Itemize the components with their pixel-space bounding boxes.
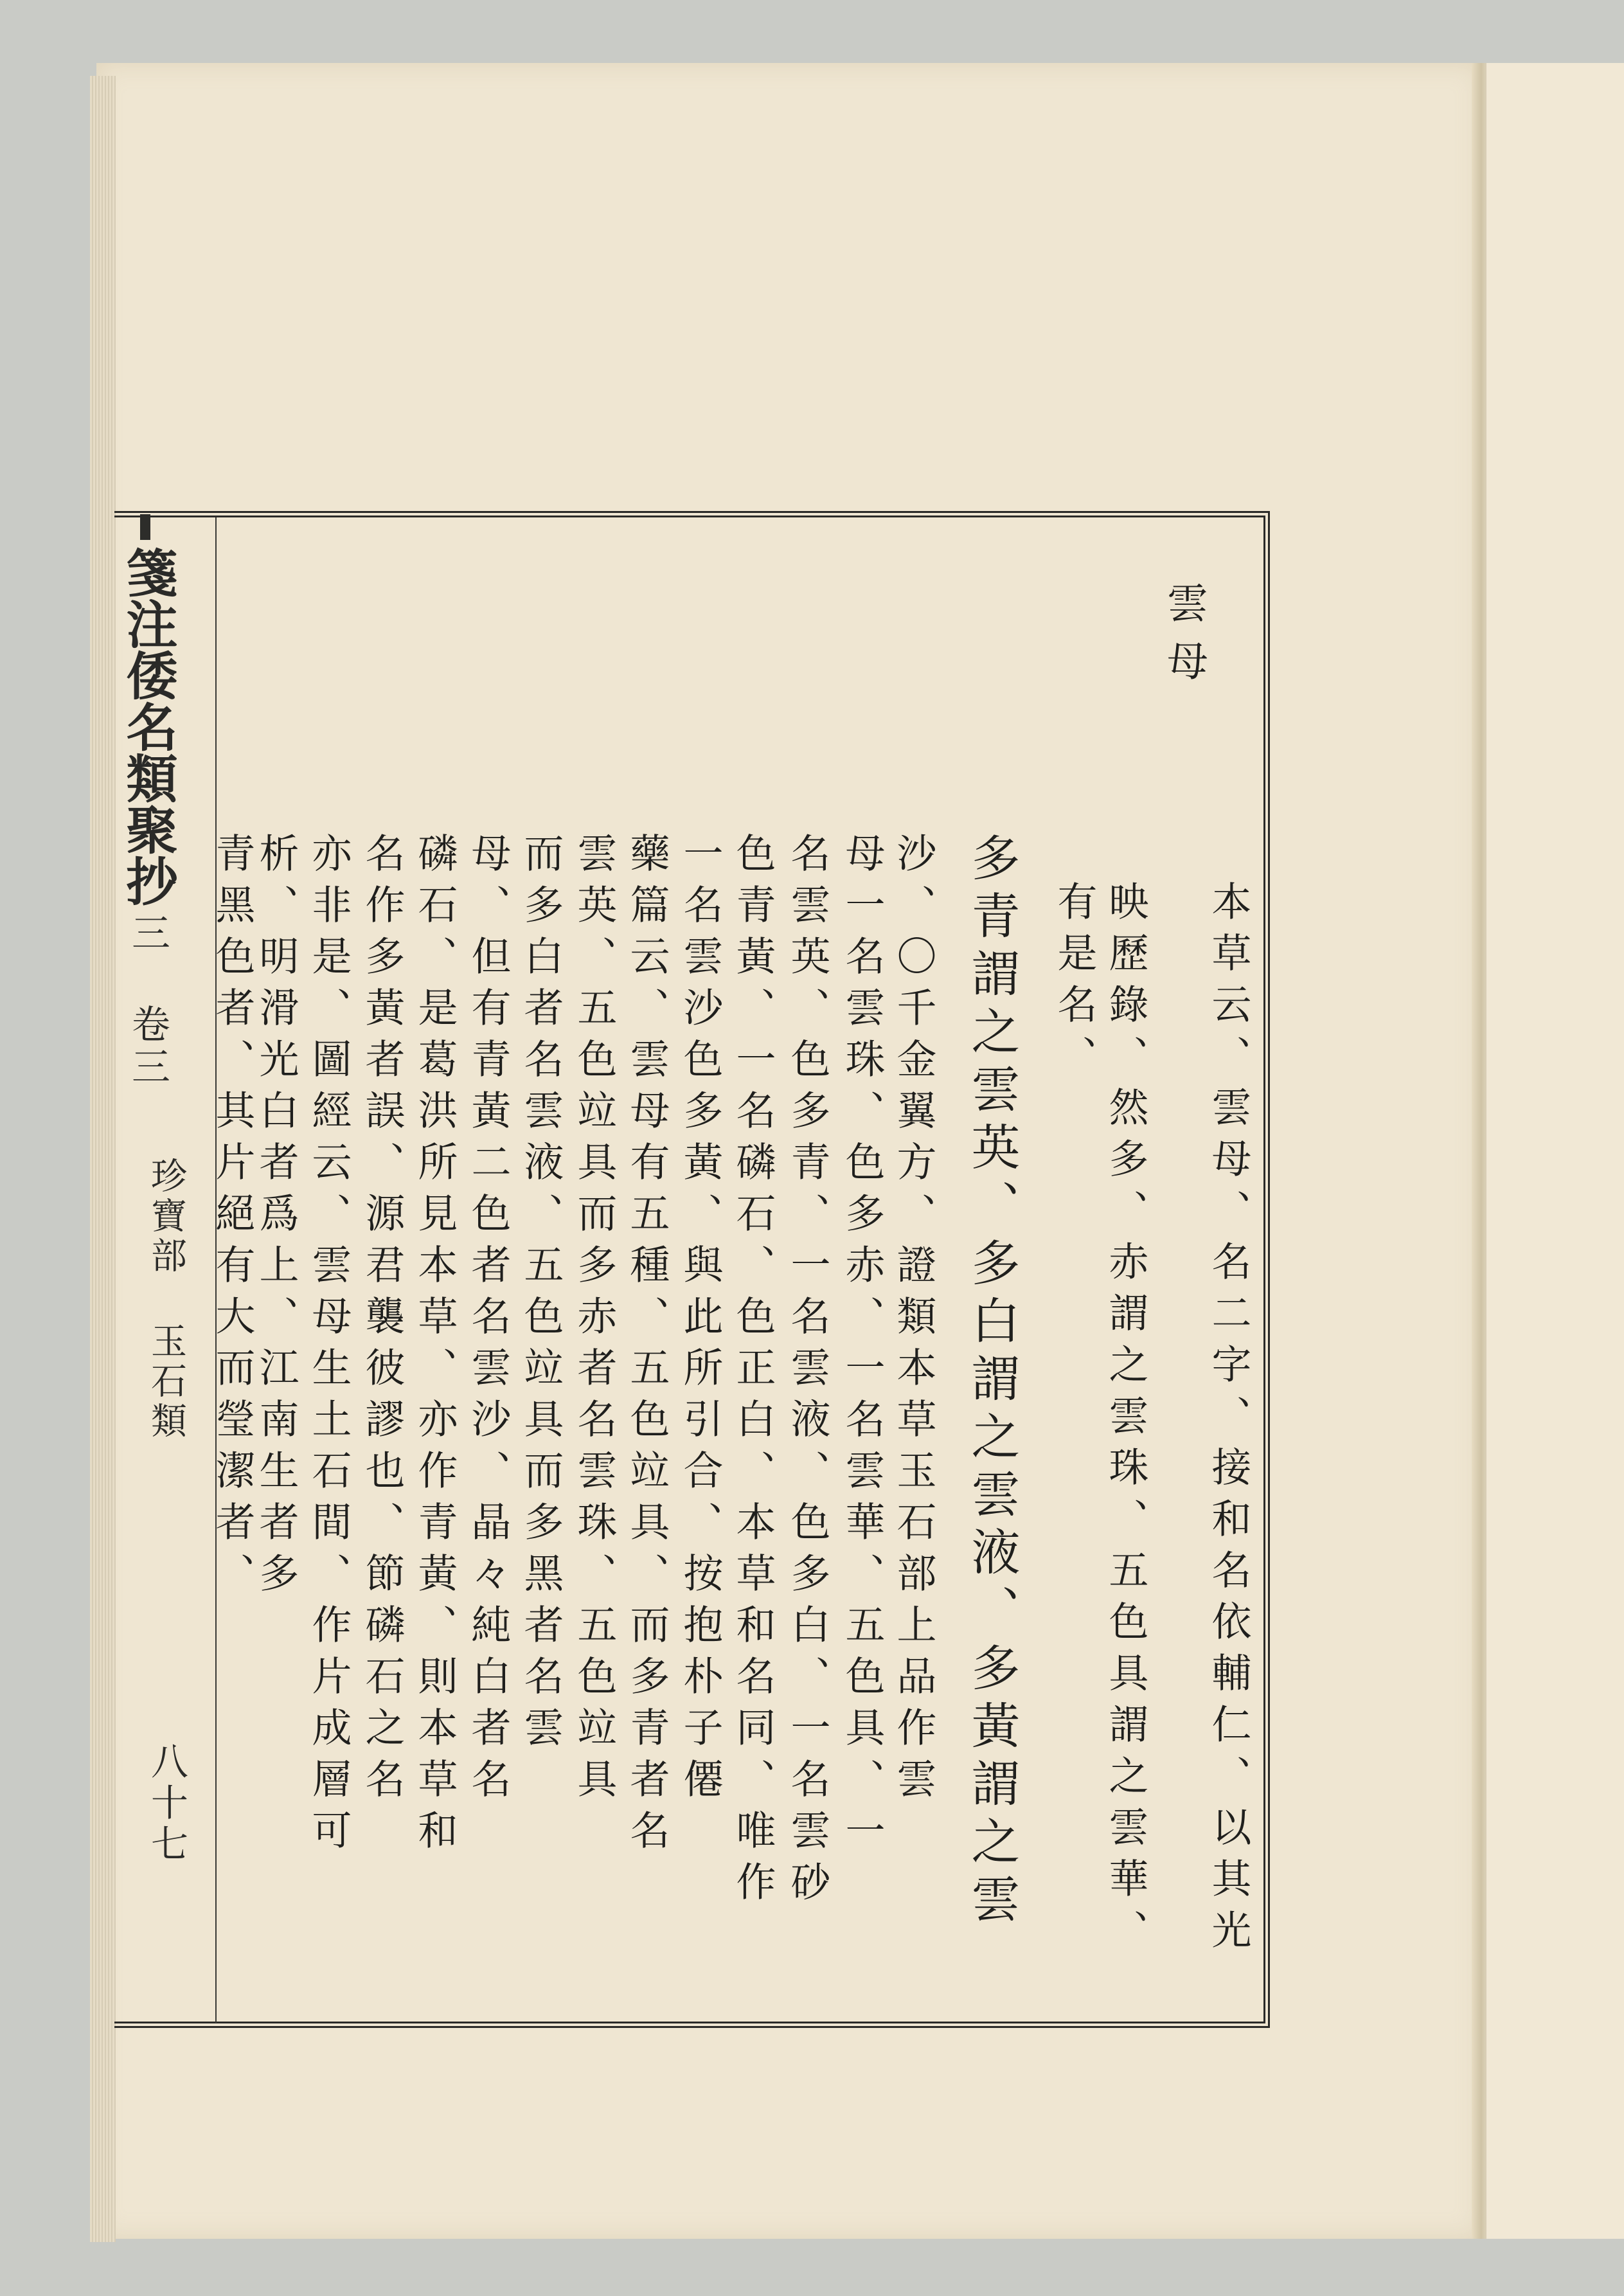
- text-column-14: 磷石、是葛洪所見本草、亦作青黃、則本草和: [411, 832, 458, 1861]
- margin-page-number: 八十七: [145, 1742, 188, 1865]
- text-column-8: 色青黃、一名磷石、色正白、本草和名同、唯作: [729, 832, 776, 1912]
- text-column-9: 一名雲沙色多黃、與此所引合、按抱朴子僊: [677, 832, 724, 1809]
- facing-page: [1485, 63, 1624, 2239]
- text-column-6: 母一名雲珠、色多赤、一名雲華、五色具、一: [839, 832, 886, 1861]
- text-column-13: 母、但有青黃二色者名雲沙、晶々純白者名: [465, 832, 512, 1809]
- text-column-17: 析、明滑光白者爲上、江南生者多: [253, 832, 299, 1604]
- text-column-5: 沙、〇千金翼方、證類本草玉石部上品作雲: [890, 832, 937, 1809]
- text-column-15: 名作多黃者誤、源君襲彼謬也、節磷石之名: [359, 832, 406, 1809]
- text-column-2: 映歷錄、然多、赤謂之雲珠、五色具謂之雲華、: [1102, 881, 1149, 1960]
- text-column-10: 藥篇云、雲母有五種、五色竝具、而多青者名: [623, 832, 670, 1861]
- page-edges: [90, 76, 116, 2242]
- text-column-4: 多青謂之雲英、多白謂之雲液、多黃謂之雲: [963, 832, 1021, 1932]
- text-column-1: 本草云、雲母、名二字、接和名依輔仁、以其光: [1205, 881, 1252, 1960]
- margin-book-title: 箋注倭名類聚抄: [118, 546, 178, 906]
- margin-volume: 三 卷三: [125, 913, 170, 1089]
- entry-heading: 雲母: [1160, 582, 1208, 697]
- text-column-12: 而多白者名雲液、五色竝具而多黑者名雲: [517, 832, 564, 1758]
- margin-section: 珍寶部 玉石類: [145, 1157, 187, 1442]
- text-column-11: 雲英、五色竝具而多赤者名雲珠、五色竝具: [571, 832, 618, 1809]
- text-column-3: 有是名、: [1051, 881, 1098, 1086]
- margin-fishtail-top: [140, 514, 150, 540]
- text-column-18: 青黑色者、其片絕有大而瑩潔者、: [209, 832, 256, 1604]
- text-column-16: 亦非是、圖經云、雲母生土石間、作片成層可: [305, 832, 352, 1861]
- text-column-7: 名雲英、色多青、一名雲液、色多白、一名雲砂: [784, 832, 831, 1912]
